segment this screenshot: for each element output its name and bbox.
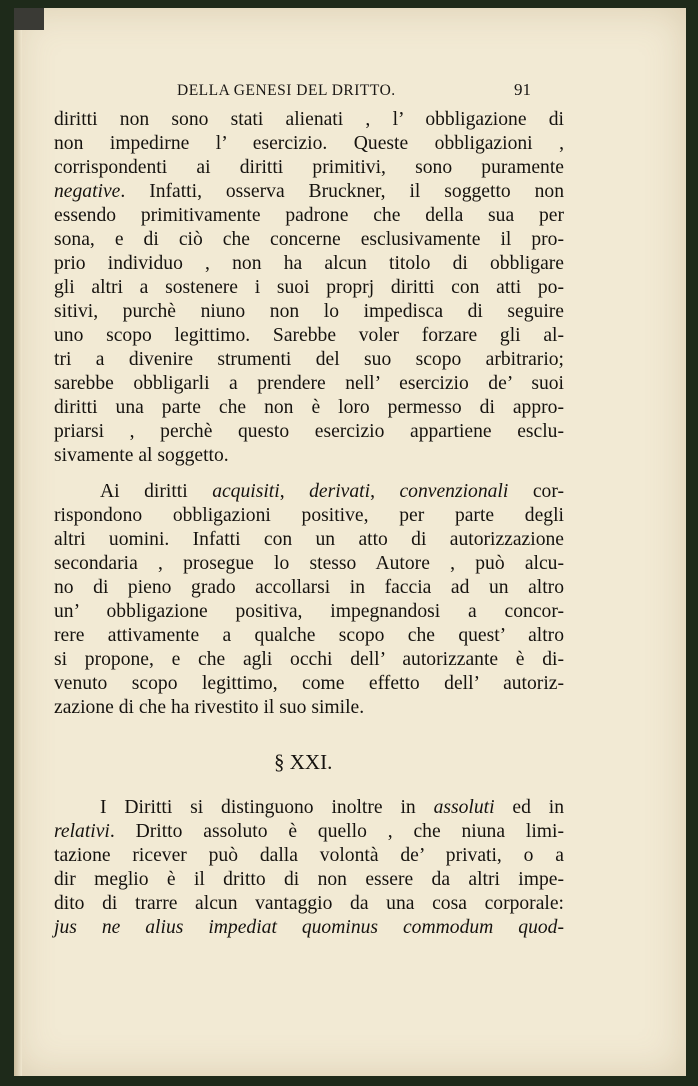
text-run: prio individuo , non ha alcun titolo di obbligare <box>54 253 564 274</box>
text-run: gli altri a sostenere i suoi proprj diritti con atti po- <box>54 277 564 298</box>
text-line <box>54 396 564 420</box>
text-line <box>54 108 564 132</box>
text-run: secondaria , prosegue lo stesso Autore , può alcu- <box>54 553 564 574</box>
text-run: zazione di che ha rivestito il suo simile. <box>54 697 365 718</box>
text-line <box>54 444 229 468</box>
text-line <box>54 672 564 696</box>
text-line <box>54 552 564 576</box>
text-run: essendo primitivamente padrone che della sua per <box>54 205 564 226</box>
page-number: 91 <box>514 80 531 99</box>
text-run: ed in <box>494 797 564 818</box>
page-gutter <box>14 30 22 1076</box>
text-line <box>54 276 564 300</box>
text-run: sivamente al soggetto. <box>54 445 229 466</box>
book-page <box>14 8 686 1076</box>
italic-text: negative <box>54 181 121 202</box>
text-line <box>54 820 564 844</box>
text-run: sona, e di ciò che concerne esclusivamente il pro- <box>54 229 564 250</box>
italic-text: convenzionali <box>399 481 509 502</box>
italic-text: derivati <box>309 481 371 502</box>
text-run: un’ obbligazione positiva, impegnandosi a concor- <box>54 601 564 622</box>
text-run: priarsi , perchè questo esercizio appartiene esclu- <box>54 421 564 442</box>
italic-text: assoluti <box>433 797 495 818</box>
text-line <box>54 156 564 180</box>
text-run: I Diritti si distinguono inoltre in <box>100 797 434 818</box>
text-run: si propone, e che agli occhi dell’ autorizzante è di- <box>54 649 564 670</box>
text-run: rispondono obbligazioni positive, per parte degli <box>54 505 564 526</box>
text-line <box>54 868 564 892</box>
text-run: non impedirne l’ esercizio. Queste obbligazioni , <box>54 133 564 154</box>
text-line <box>54 252 564 276</box>
text-line <box>54 204 564 228</box>
text-run: dir meglio è il dritto di non essere da altri impe- <box>54 869 564 890</box>
text-run: . Infatti, osserva Bruckner, il soggetto non <box>120 181 564 202</box>
text-line <box>54 696 364 720</box>
text-line <box>100 796 564 820</box>
page-corner-tab <box>14 8 44 30</box>
running-head: DELLA GENESI DEL DRITTO. <box>177 82 396 99</box>
text-line <box>54 528 564 552</box>
text-line <box>54 132 564 156</box>
text-run: corrispondenti ai diritti primitivi, sono puramente <box>54 157 564 178</box>
text-run: . Dritto assoluto è quello , che niuna limi- <box>109 821 564 842</box>
text-line <box>54 180 564 204</box>
text-run: no di pieno grado accollarsi in faccia ad un altro <box>54 577 564 598</box>
text-run: sitivi, purchè niuno non lo impedisca di seguire <box>54 301 564 322</box>
text-run: diritti non sono stati alienati , l’ obbligazione di <box>54 109 564 130</box>
text-run: uno scopo legittimo. Sarebbe voler forzare gli al- <box>54 325 564 346</box>
text-run: sarebbe obbligarli a prendere nell’ esercizio de’ suoi <box>54 373 564 394</box>
italic-text: acquisiti <box>212 481 280 502</box>
text-line <box>54 844 564 868</box>
text-line <box>100 480 564 504</box>
italic-text: relativi <box>54 821 110 842</box>
text-line <box>54 228 564 252</box>
text-run: , <box>279 481 310 502</box>
text-line <box>54 300 564 324</box>
text-line <box>54 348 564 372</box>
text-line <box>54 648 564 672</box>
text-line <box>54 916 564 940</box>
text-line <box>54 624 564 648</box>
text-line <box>54 892 564 916</box>
text-run: tazione ricever può dalla volontà de’ privati, o a <box>54 845 564 866</box>
section-heading: § XXI. <box>274 750 333 774</box>
text-run: Ai diritti <box>100 481 213 502</box>
text-run: diritti una parte che non è loro permesso di appro- <box>54 397 564 418</box>
text-line <box>54 600 564 624</box>
text-line <box>54 576 564 600</box>
text-line <box>54 504 564 528</box>
text-run: tri a divenire strumenti del suo scopo arbitrario; <box>54 349 564 370</box>
text-run: dito di trarre alcun vantaggio da una cosa corporale: <box>54 893 564 914</box>
text-run: rere attivamente a qualche scopo che quest’ altro <box>54 625 564 646</box>
text-run: venuto scopo legittimo, come effetto dell’ autoriz- <box>54 673 564 694</box>
italic-text: jus ne alius impediat quominus commodum quod- <box>54 917 564 938</box>
text-run: altri uomini. Infatti con un atto di autorizzazione <box>54 529 564 550</box>
text-line <box>54 420 564 444</box>
text-run: , <box>370 481 400 502</box>
text-line <box>54 372 564 396</box>
text-run: cor- <box>508 481 564 502</box>
text-line <box>54 324 564 348</box>
